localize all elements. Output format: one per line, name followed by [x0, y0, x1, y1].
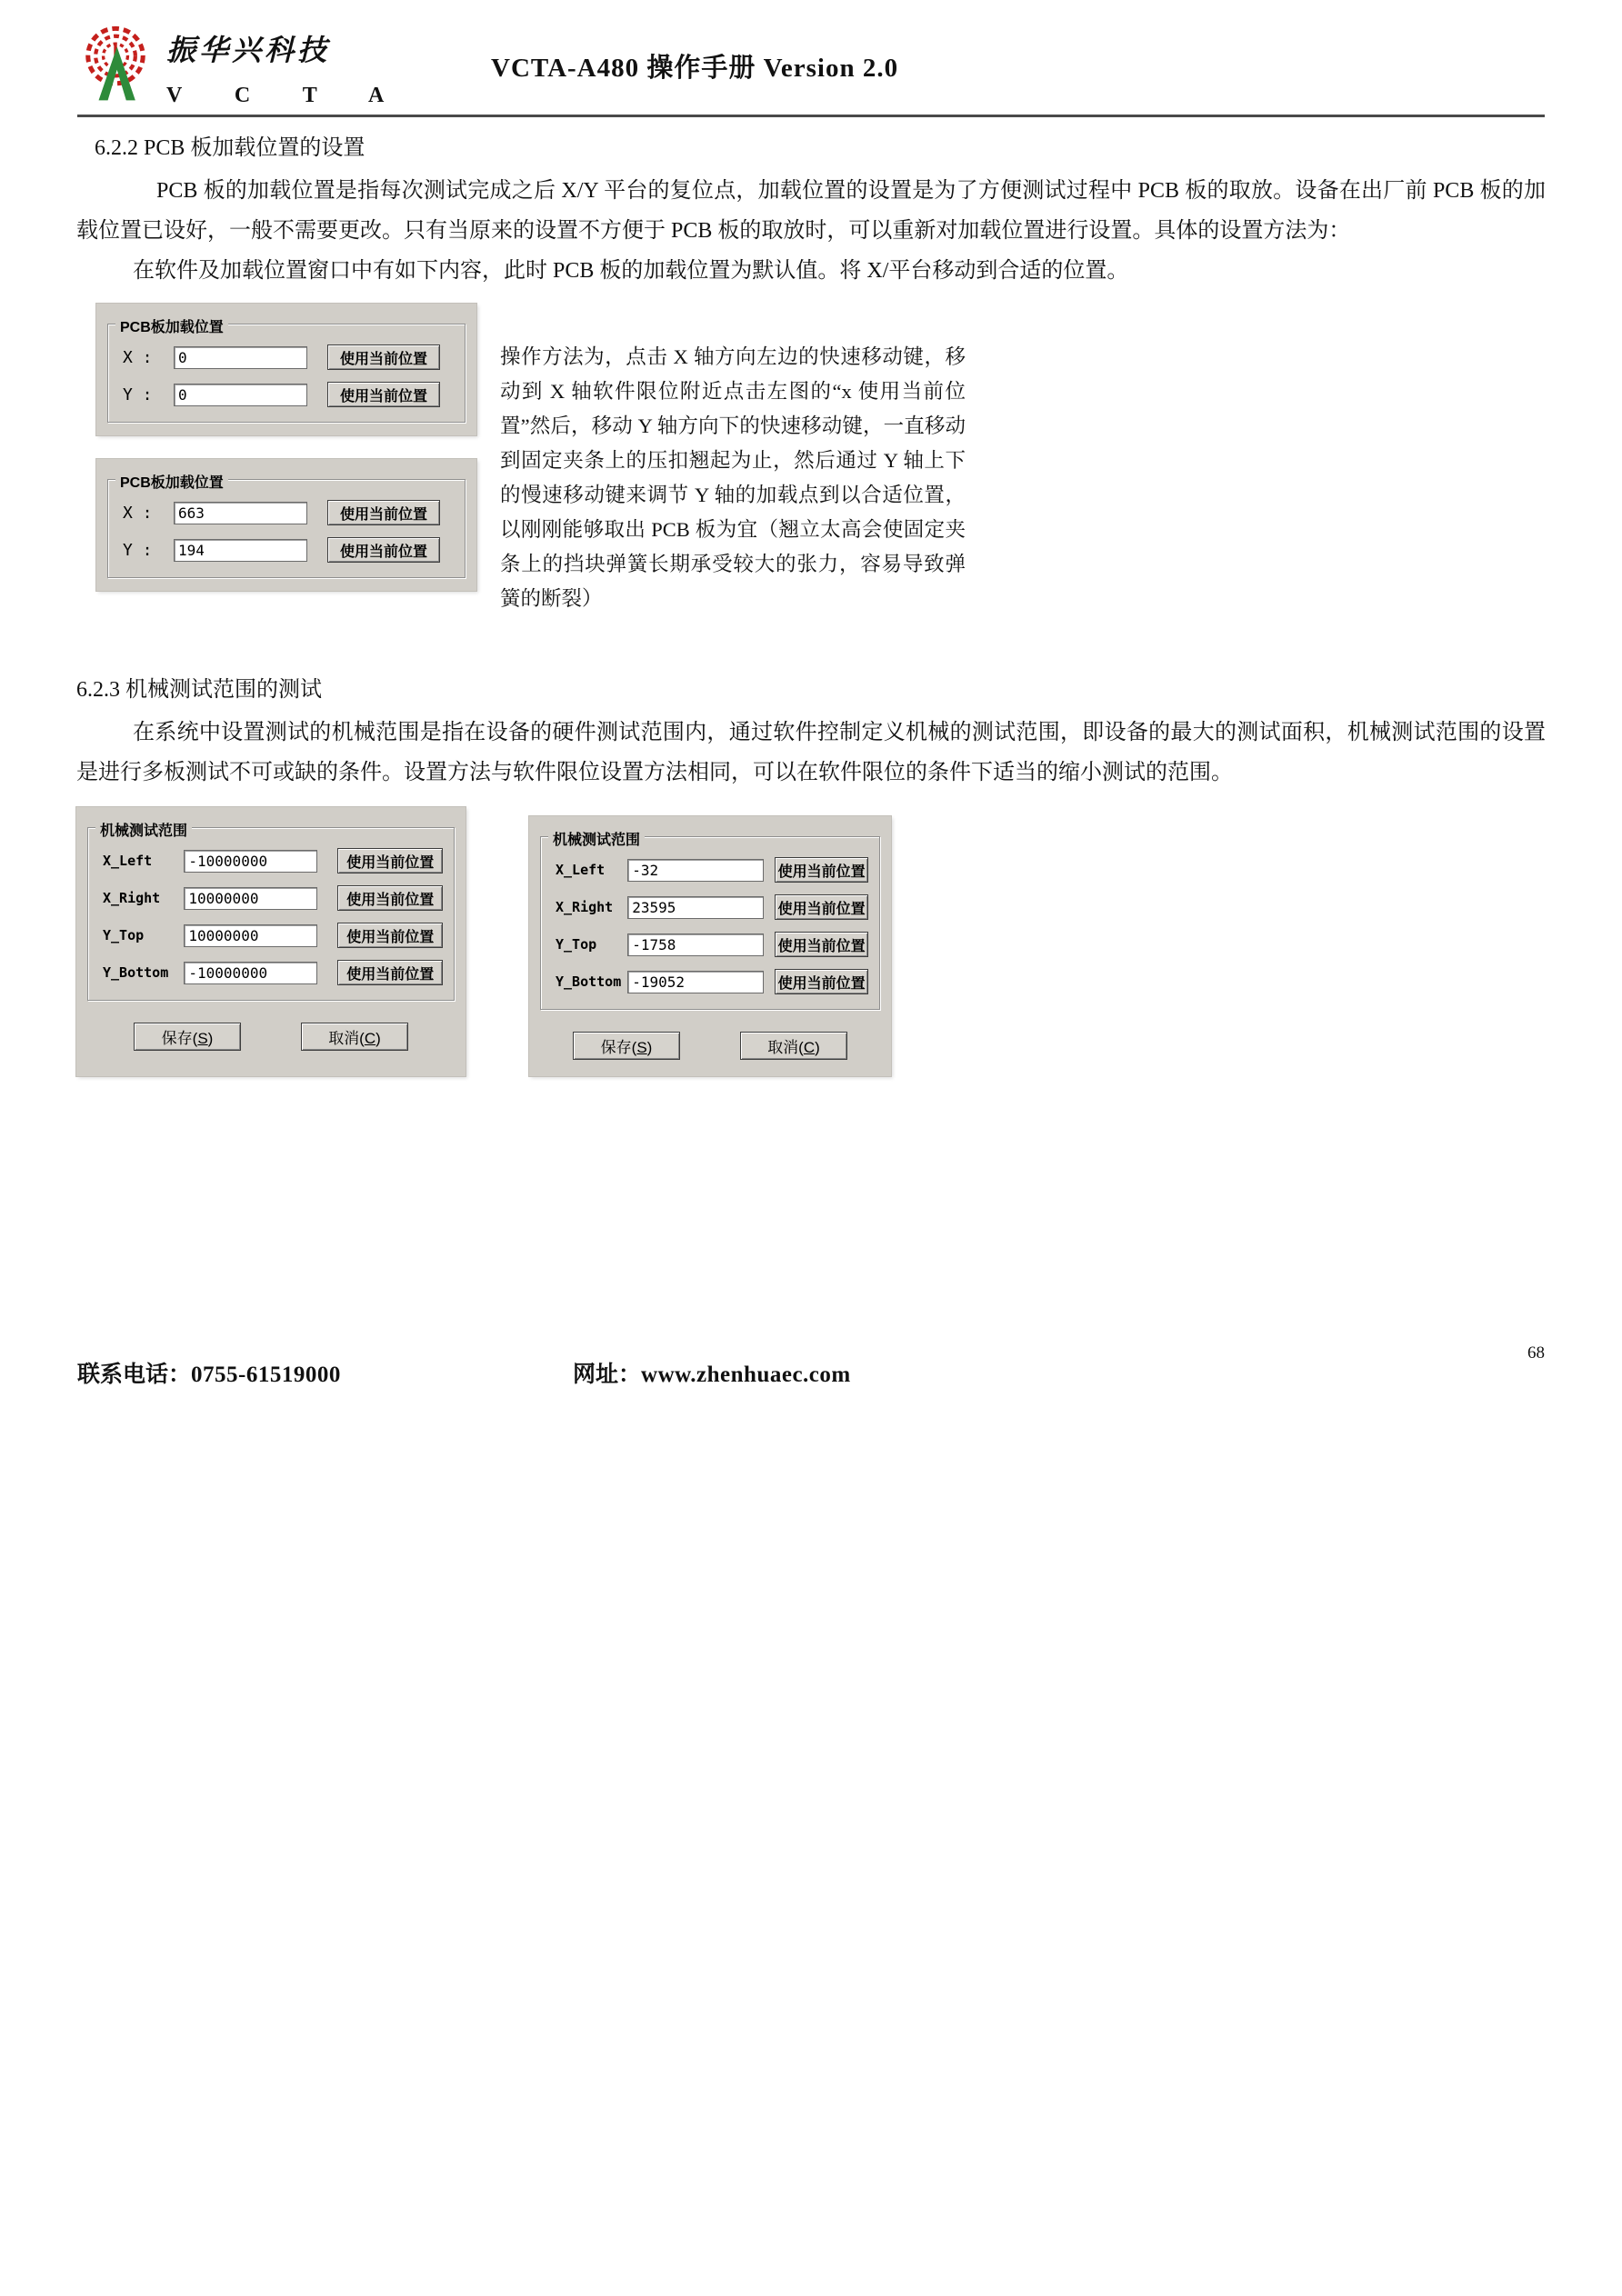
y-top-input[interactable]: [627, 933, 764, 956]
x-label: X :: [123, 503, 153, 523]
cancel-label: 取消(: [767, 1039, 804, 1056]
groupbox-title: 机械测试范围: [95, 819, 192, 840]
x-left-label: X_Left: [556, 862, 606, 878]
x-left-row: [556, 857, 868, 883]
save-label: 保存(: [600, 1039, 637, 1056]
cancel-button[interactable]: [740, 1032, 847, 1060]
section-623-heading: 6.2.3 机械测试范围的测试: [76, 678, 322, 702]
y-bottom-input[interactable]: [627, 971, 764, 993]
x-left-input[interactable]: [627, 859, 764, 882]
x-position-input[interactable]: [174, 346, 307, 369]
y-position-row: [123, 382, 454, 407]
save-label-close: ): [207, 1030, 214, 1047]
x-left-label: X_Left: [103, 853, 153, 869]
header-divider: [77, 115, 1545, 117]
x-right-row: [103, 885, 443, 911]
pcb-load-position-groupbox: [107, 475, 466, 578]
x-label: X :: [123, 347, 153, 367]
cancel-button[interactable]: [301, 1023, 408, 1051]
company-name: 振华兴科技: [166, 34, 331, 66]
x-position-input[interactable]: [174, 502, 307, 524]
y-position-input[interactable]: [174, 384, 307, 406]
y-top-row: [103, 923, 443, 948]
cancel-label: 取消(: [328, 1030, 365, 1047]
y-top-row: [556, 932, 868, 957]
x-right-row: [556, 894, 868, 920]
use-current-position-button[interactable]: 使用当前位置: [775, 932, 868, 957]
section-622-figures: [96, 304, 1546, 616]
phone-label: 联系电话：: [77, 1363, 192, 1387]
use-current-position-button[interactable]: 使用当前位置: [775, 857, 868, 883]
pcb-load-position-groupbox: [107, 320, 466, 423]
groupbox-title: PCB板加载位置: [115, 471, 228, 492]
y-bottom-input[interactable]: [184, 962, 317, 984]
section-623-figures: [76, 807, 1546, 1076]
page-header: [0, 0, 1622, 116]
x-position-row: [123, 500, 454, 525]
use-current-position-button[interactable]: 使用当前位置: [337, 923, 443, 948]
save-mnemonic: S: [636, 1039, 647, 1056]
cancel-label-close: ): [815, 1039, 820, 1056]
y-top-label: Y_Top: [556, 936, 597, 953]
mechanical-test-range-groupbox: [540, 833, 880, 1010]
use-current-position-button[interactable]: 使用当前位置: [327, 537, 440, 563]
save-button[interactable]: [573, 1032, 680, 1060]
pcb-load-position-dialog-default: [96, 304, 476, 435]
use-current-position-button[interactable]: 使用当前位置: [337, 885, 443, 911]
content-area: [0, 133, 1622, 1076]
use-current-position-button[interactable]: 使用当前位置: [327, 500, 440, 525]
section-622-heading: 6.2.2 PCB 板加载位置的设置: [95, 136, 365, 160]
use-current-position-button[interactable]: 使用当前位置: [327, 344, 440, 370]
mechanical-test-range-dialog-set: [529, 816, 891, 1076]
website-url: www.zhenhuaec.com: [641, 1363, 851, 1387]
save-mnemonic: S: [197, 1030, 208, 1047]
x-right-input[interactable]: [184, 887, 317, 910]
company-abbreviation: V C T A: [166, 84, 408, 107]
y-bottom-row: [556, 969, 868, 994]
x-right-label: X_Right: [103, 890, 161, 906]
document-title: VCTA-A480 操作手册 Version 2.0: [491, 54, 899, 83]
x-right-input[interactable]: [627, 896, 764, 919]
x-right-label: X_Right: [556, 899, 614, 915]
y-top-input[interactable]: [184, 924, 317, 947]
use-current-position-button[interactable]: 使用当前位置: [775, 894, 868, 920]
cancel-label-close: ): [375, 1030, 381, 1047]
contact-phone: [77, 1356, 341, 1389]
x-position-row: [123, 344, 454, 370]
pcb-dialog-column: [96, 304, 476, 616]
x-left-input[interactable]: [184, 850, 317, 873]
mechanical-test-range-dialog-default: [76, 807, 466, 1076]
y-label: Y :: [123, 540, 153, 560]
section-623-paragraph-1: 在系统中设置测试的机械范围是指在设备的硬件测试范围内，通过软件控制定义机械的测试范围，即设备的最大的测试面积，机械测试范围的设置是进行多板测试不可或缺的条件。设置方法与软件限位设置方法相同，可以在软件限位的条件下适当的缩小测试的范围。: [76, 721, 1546, 784]
y-position-input[interactable]: [174, 539, 307, 562]
dialog-button-row: [87, 1023, 455, 1051]
use-current-position-button[interactable]: 使用当前位置: [327, 382, 440, 407]
company-logo: [77, 20, 407, 108]
y-bottom-row: [103, 960, 443, 985]
groupbox-title: PCB板加载位置: [115, 315, 228, 336]
groupbox-title: 机械测试范围: [548, 828, 645, 849]
website: [573, 1356, 851, 1389]
pcb-load-position-dialog-set: [96, 459, 476, 591]
operation-method-note: 操作方法为，点击 X 轴方向左边的快速移动键，移动到 X 轴软件限位附近点击左图的“x 使用当前位置”然后，移动 Y 轴方向下的快速移动键，一直移动到固定夹条上的压扣翘起为止，然后通过 Y 轴上下的慢速移动键来调节 Y 轴的加载点到以合适位置，以刚刚能够取出 PCB 板为宜（翘立太高会使固定夹条上的挡块弹簧长期承受较大的张力，容易导致弹簧的断裂）: [500, 345, 966, 610]
save-label: 保存(: [161, 1030, 198, 1047]
website-label: 网址：: [573, 1363, 642, 1387]
dialog-button-row: [540, 1032, 880, 1060]
company-logo-icon: [77, 20, 154, 107]
save-button[interactable]: [134, 1023, 241, 1051]
y-bottom-label: Y_Bottom: [556, 973, 622, 990]
use-current-position-button[interactable]: 使用当前位置: [775, 969, 868, 994]
save-label-close: ): [646, 1039, 653, 1056]
cancel-mnemonic: C: [803, 1039, 816, 1056]
y-top-label: Y_Top: [103, 927, 145, 943]
section-622-paragraph-2: 在软件及加载位置窗口中有如下内容，此时 PCB 板的加载位置为默认值。将 X/平台移动到合适的位置。: [133, 259, 1129, 283]
x-left-row: [103, 848, 443, 873]
y-bottom-label: Y_Bottom: [103, 964, 169, 981]
phone-number: 0755-61519000: [191, 1363, 341, 1387]
use-current-position-button[interactable]: 使用当前位置: [337, 960, 443, 985]
y-label: Y :: [123, 384, 153, 404]
page-number: 68: [1527, 1343, 1545, 1363]
section-622-paragraph-1: PCB 板的加载位置是指每次测试完成之后 X/Y 平台的复位点，加载位置的设置是为了方便测试过程中 PCB 板的取放。设备在出厂前 PCB 板的加载位置已设好，一般不需要更改。只有当原来的设置不方便于 PCB 板的取放时，可以重新对加载位置进行设置。具体的设置方法为：: [76, 179, 1546, 243]
y-position-row: [123, 537, 454, 563]
use-current-position-button[interactable]: 使用当前位置: [337, 848, 443, 873]
company-name-block: [166, 20, 407, 108]
mechanical-test-range-groupbox: [87, 824, 455, 1001]
cancel-mnemonic: C: [364, 1030, 376, 1047]
